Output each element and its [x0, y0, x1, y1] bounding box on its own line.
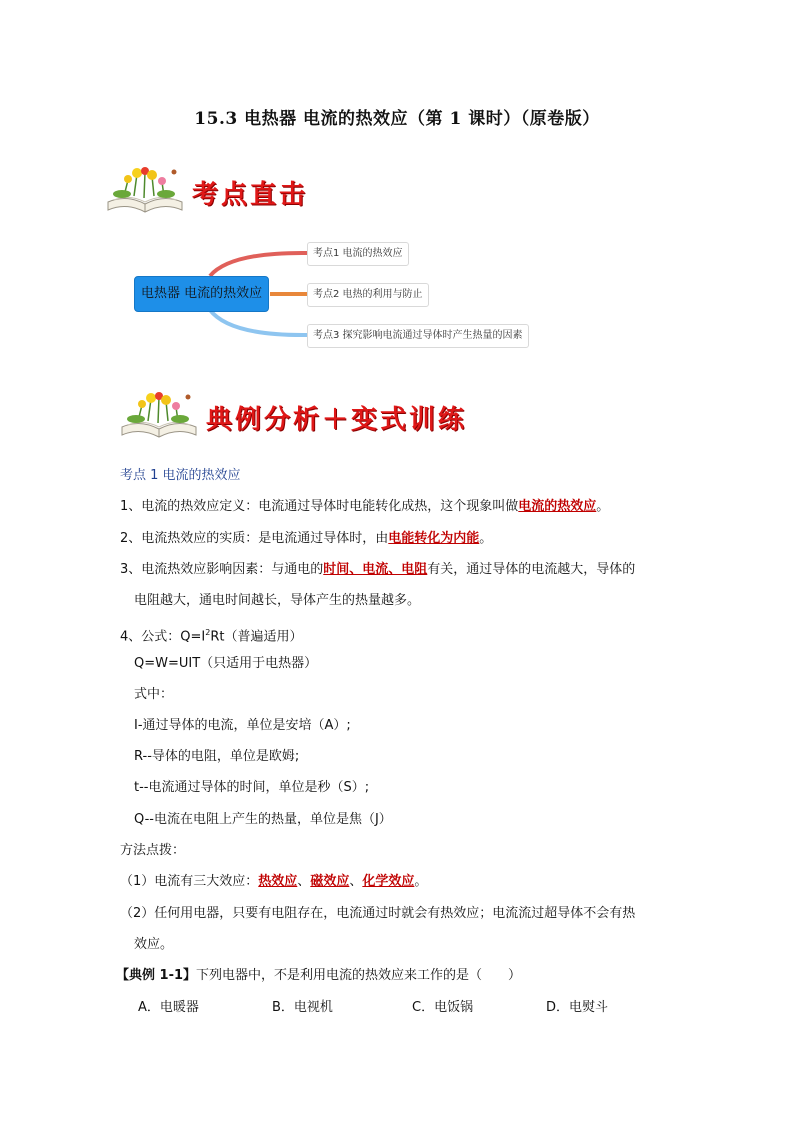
text: 、 — [349, 874, 363, 889]
highlight: 电能转化为内能 — [388, 531, 480, 546]
text: 4、公式：Q=I — [120, 629, 206, 645]
text: （1）电流有三大效应： — [120, 874, 259, 889]
paragraph — [120, 498, 609, 516]
text: 2、电流热效应的实质：是电流通过导体时，由 — [120, 531, 389, 546]
example-question — [116, 967, 521, 985]
formula-line — [120, 624, 302, 646]
text: 。 — [596, 499, 610, 514]
text: 有关，通过导体的电流越大，导体的 — [427, 562, 636, 577]
question-text: 下列电器中，不是利用电流的热效应来工作的是（ ） — [196, 968, 522, 983]
book-flowers-icon — [104, 164, 186, 214]
banner-heading: 典例分析＋变式训练 — [206, 405, 468, 435]
book-flowers-icon — [118, 389, 200, 439]
text: 、 — [297, 874, 311, 889]
highlight: 磁效应 — [310, 874, 350, 889]
option-a[interactable]: A．电暖器 — [138, 1000, 199, 1015]
formula-line: I-通过导体的电流，单位是安培（A）; — [134, 718, 351, 733]
banner-heading: 考点直击 — [192, 180, 309, 210]
formula-line: t--电流通过导体的时间，单位是秒（S）; — [134, 780, 370, 795]
option-d[interactable]: D．电熨斗 — [546, 1000, 609, 1015]
example-tag: 【典例 1-1】 — [116, 968, 197, 983]
text: 。 — [414, 874, 428, 889]
paragraph — [120, 561, 635, 579]
formula-line: 式中： — [134, 687, 174, 702]
option-b[interactable]: B．电视机 — [272, 1000, 333, 1015]
text: Rt（普遍适用） — [210, 629, 303, 645]
page-title: 15.3 电热器 电流的热效应（第 1 课时）（原卷版） — [194, 109, 600, 129]
formula-line: R--导体的电阻，单位是欧姆; — [134, 749, 300, 764]
text: 1、电流的热效应定义：电流通过导体时电能转化成热，这个现象叫做 — [120, 499, 519, 514]
section-heading: 考点 1 电流的热效应 — [120, 468, 241, 483]
method-item: （2）任何用电器，只要有电阻存在，电流通过时就会有热效应；电流流过超导体不会有热 — [120, 906, 636, 921]
option-c[interactable]: C．电饭锅 — [412, 1000, 474, 1015]
connector-3 — [210, 310, 308, 335]
method-heading: 方法点拨： — [120, 843, 186, 858]
highlight: 电流的热效应 — [518, 499, 597, 514]
connector-1 — [210, 253, 308, 276]
formula-line: Q=W=UIT（只适用于电热器） — [134, 656, 318, 671]
formula-line: Q--电流在电阻上产生的热量，单位是焦（J） — [134, 812, 392, 827]
method-item-continuation: 效应。 — [134, 937, 174, 952]
highlight: 化学效应 — [362, 874, 415, 889]
highlight: 热效应 — [258, 874, 298, 889]
highlight: 时间、电流、电阻 — [323, 562, 428, 577]
paragraph — [120, 530, 492, 548]
paragraph-continuation: 电阻越大，通电时间越长，导体产生的热量越多。 — [134, 593, 421, 608]
mindmap-node-1: 考点1 电流的热效应 — [307, 242, 409, 266]
text: 3、电流热效应影响因素：与通电的 — [120, 562, 324, 577]
mindmap-root: 电热器 电流的热效应 — [134, 276, 269, 312]
superscript: 2 — [205, 628, 211, 637]
method-item — [120, 873, 427, 891]
mindmap-node-3: 考点3 探究影响电流通过导体时产生热量的因素 — [307, 324, 529, 348]
text: 。 — [479, 531, 493, 546]
mindmap-node-2: 考点2 电热的利用与防止 — [307, 283, 429, 307]
